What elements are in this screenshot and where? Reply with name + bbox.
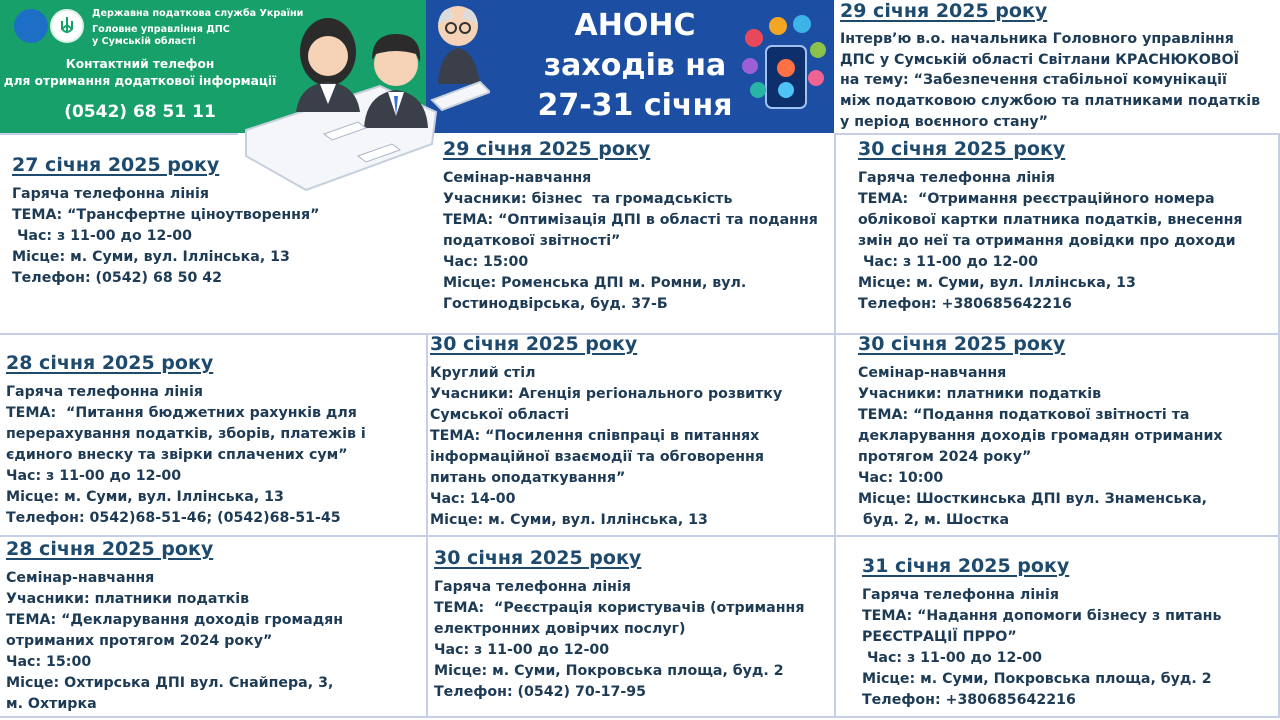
event-line: Учасники: бізнес та громадськість — [443, 191, 733, 207]
event-line: ТЕМА: “Трансфертне ціноутворення” — [12, 207, 320, 223]
event-line: ТЕМА: “Отримання реєстраційного номера — [858, 191, 1215, 207]
event-card — [862, 555, 1221, 711]
interview-date: 29 січня 2025 року — [840, 0, 1048, 22]
grid-line — [0, 716, 1280, 718]
event-line: Семінар-навчання — [6, 570, 155, 586]
event-line: отриманих протягом 2024 року” — [6, 633, 273, 649]
event-line: Учасники: платники податків — [858, 386, 1102, 402]
event-line: Семінар-навчання — [443, 170, 592, 186]
event-line: Телефон: +380685642216 — [858, 296, 1072, 312]
event-card — [858, 333, 1223, 531]
event-line: Час: з 11-00 до 12-00 — [12, 228, 193, 244]
event-date: 30 січня 2025 року — [430, 333, 638, 355]
event-line: Час: з 11-00 до 12-00 — [6, 468, 182, 484]
grid-line — [834, 133, 1280, 135]
event-line: Час: 15:00 — [6, 654, 92, 670]
event-line: Час: 10:00 — [858, 470, 944, 486]
agency-sub1: Головне управління ДПС — [92, 24, 230, 35]
announcement-title — [515, 6, 755, 126]
event-line: Час: з 11-00 до 12-00 — [858, 254, 1039, 270]
event-line: податкової звітності” — [443, 233, 621, 249]
event-line: змін до неї та отримання довідки про доходи — [858, 233, 1236, 249]
event-card — [443, 138, 818, 315]
title-line-3: 27-31 січня — [537, 88, 733, 123]
event-line: Круглий стіл — [430, 365, 536, 381]
contact-label-2: для отримання додаткової інформації — [3, 74, 277, 88]
event-line: ТЕМА: “Надання допомоги бізнесу з питань — [862, 608, 1222, 624]
event-line: Час: 15:00 — [443, 254, 529, 270]
interview-line: між податковою службою та платниками податків — [840, 93, 1261, 110]
event-card — [6, 538, 343, 715]
event-line: Телефон: 0542)68-51-46; (0542)68-51-45 — [6, 510, 341, 526]
event-line: Гаряча телефонна лінія — [862, 587, 1059, 603]
event-date: 30 січня 2025 року — [858, 333, 1066, 355]
event-line: Гаряча телефонна лінія — [858, 170, 1055, 186]
grid-line — [0, 133, 238, 135]
event-line: Час: з 11-00 до 12-00 — [434, 642, 610, 658]
tryzub-logo — [50, 9, 84, 43]
event-line: ТЕМА: “Питання бюджетних рахунків для — [6, 405, 357, 421]
event-line: Сумської області — [430, 407, 569, 423]
event-line: Місце: Роменська ДПІ м. Ромни, вул. — [443, 275, 747, 291]
apps-phone-illustration — [742, 14, 826, 114]
event-line: перерахування податків, зборів, платежів і — [6, 426, 366, 442]
contact-label-1: Контактний телефон — [65, 57, 215, 71]
event-line: облікової картки платника податків, внесення — [858, 212, 1243, 228]
event-line: Місце: м. Суми, вул. Іллінська, 13 — [430, 512, 708, 528]
title-line-1: АНОНС — [574, 8, 696, 43]
event-line: ТЕМА: “Декларування доходів громадян — [6, 612, 344, 628]
agency-sub2: у Сумській області — [92, 36, 196, 47]
event-date: 28 січня 2025 року — [6, 538, 214, 560]
event-line: РЕЄСТРАЦІЇ ПРРО” — [862, 629, 1017, 645]
title-line-2: заходів на — [543, 48, 727, 83]
event-line: Місце: м. Суми, Покровська площа, буд. 2 — [434, 663, 784, 679]
event-date: 29 січня 2025 року — [443, 138, 651, 160]
event-card — [434, 547, 804, 703]
event-date: 30 січня 2025 року — [858, 138, 1066, 160]
event-line: ТЕМА: “Оптимізація ДПІ в області та подання — [443, 212, 818, 228]
event-line: Гостинодвірська, буд. 37-Б — [443, 296, 668, 312]
event-date: 31 січня 2025 року — [862, 555, 1070, 577]
event-line: Гаряча телефонна лінія — [12, 186, 209, 202]
trident-icon — [52, 11, 82, 41]
interview-description — [840, 29, 1260, 133]
event-line: декларування доходів громадян отриманих — [858, 428, 1223, 444]
event-line: питань оподаткування” — [430, 470, 626, 486]
event-line: Час: 14-00 — [430, 491, 516, 507]
event-line: Місце: Шосткинська ДПІ вул. Знаменська, — [858, 491, 1208, 507]
event-card — [6, 352, 366, 529]
event-line: Місце: м. Суми, вул. Іллінська, 13 — [12, 249, 290, 265]
event-card — [12, 154, 319, 289]
interview-line: на тему: “Забезпечення стабільної комунікації — [840, 72, 1227, 89]
event-card — [858, 138, 1243, 315]
event-card — [430, 333, 782, 531]
emblem-logo — [14, 9, 48, 43]
grid-line — [0, 535, 1280, 537]
event-line: Телефон: (0542) 70-17-95 — [434, 684, 646, 700]
event-line: ТЕМА: “Реєстрація користувачів (отримання — [434, 600, 805, 616]
event-line: Семінар-навчання — [858, 365, 1007, 381]
event-line: інформаційної взаємодії та обговорення — [430, 449, 764, 465]
event-line: Місце: Охтирська ДПІ вул. Снайпера, 3, — [6, 675, 334, 691]
event-line: Телефон: (0542) 68 50 42 — [12, 270, 223, 286]
interview-line: ДПС у Сумській області Світлани КРАСНЮКОВОЇ — [840, 51, 1239, 68]
event-date: 28 січня 2025 року — [6, 352, 214, 374]
agency-title: Державна податкова служба України — [92, 8, 304, 19]
event-date: 27 січня 2025 року — [12, 154, 220, 176]
event-line: Учасники: Агенція регіонального розвитку — [430, 386, 783, 402]
event-line: Місце: м. Суми, вул. Іллінська, 13 — [858, 275, 1136, 291]
event-line: єдиного внеску та звірки сплачених сум” — [6, 447, 348, 463]
event-line: ТЕМА: “Подання податкової звітності та — [858, 407, 1190, 423]
event-line: Місце: м. Суми, Покровська площа, буд. 2 — [862, 671, 1212, 687]
contact-phone: (0542) 68 51 11 — [64, 102, 216, 122]
event-line: м. Охтирка — [6, 696, 97, 712]
event-line: Місце: м. Суми, вул. Іллінська, 13 — [6, 489, 284, 505]
event-line: Телефон: +380685642216 — [862, 692, 1076, 708]
event-line: протягом 2024 року” — [858, 449, 1032, 465]
event-line: Час: з 11-00 до 12-00 — [862, 650, 1043, 666]
event-line: Учасники: платники податків — [6, 591, 250, 607]
interview-line: у період воєнного стану” — [840, 113, 1048, 130]
grid-line — [834, 133, 836, 718]
event-date: 30 січня 2025 року — [434, 547, 642, 569]
event-line: електронних довірчих послуг) — [434, 621, 686, 637]
interview-line: Інтерв’ю в.о. начальника Головного управління — [840, 31, 1234, 47]
grid-line — [426, 333, 428, 718]
event-line: Гаряча телефонна лінія — [434, 579, 631, 595]
event-line: Гаряча телефонна лінія — [6, 384, 203, 400]
event-line: буд. 2, м. Шостка — [858, 512, 1010, 528]
event-line: ТЕМА: “Посилення співпраці в питаннях — [430, 428, 760, 444]
